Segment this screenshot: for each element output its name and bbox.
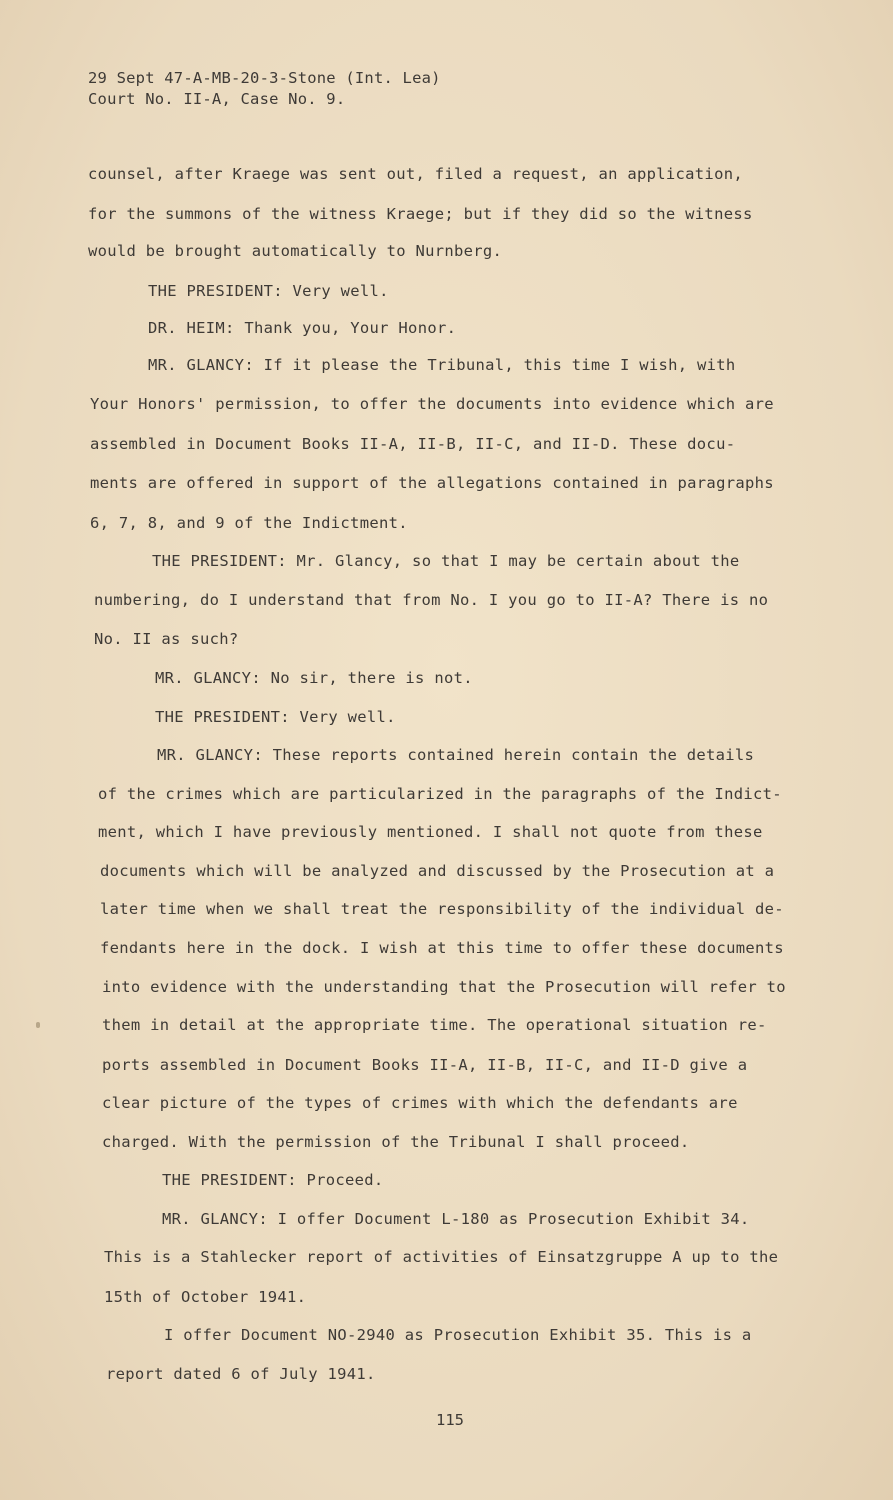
text-line: THE PRESIDENT: Very well. [148, 282, 389, 300]
text-line: MR. GLANCY: These reports contained herein contain the details [157, 746, 755, 764]
text-line: This is a Stahlecker report of activities of Einsatzgruppe A up to the [104, 1248, 779, 1266]
text-line: documents which will be analyzed and discussed by the Prosecution at a [100, 862, 775, 880]
text-line: of the crimes which are particularized in the paragraphs of the Indict- [98, 785, 782, 803]
text-line: ment, which I have previously mentioned. I shall not quote from these [98, 823, 763, 841]
text-line: MR. GLANCY: I offer Document L-180 as Prosecution Exhibit 34. [162, 1210, 750, 1228]
text-line: for the summons of the witness Kraege; but if they did so the witness [88, 205, 753, 223]
text-line: DR. HEIM: Thank you, Your Honor. [148, 319, 457, 337]
text-line: report dated 6 of July 1941. [106, 1365, 376, 1383]
text-line: No. II as such? [94, 630, 239, 648]
document-header [88, 68, 441, 110]
text-line: 15th of October 1941. [104, 1288, 307, 1306]
text-line: into evidence with the understanding that the Prosecution will refer to [102, 978, 786, 996]
text-line: MR. GLANCY: If it please the Tribunal, this time I wish, with [148, 356, 736, 374]
text-line: THE PRESIDENT: Very well. [155, 708, 396, 726]
text-line: later time when we shall treat the responsibility of the individual de- [100, 900, 784, 918]
text-line: them in detail at the appropriate time. The operational situation re- [102, 1016, 767, 1034]
text-line: THE PRESIDENT: Proceed. [162, 1171, 384, 1189]
text-line: ments are offered in support of the allegations contained in paragraphs [90, 474, 774, 492]
text-line: assembled in Document Books II-A, II-B, II-C, and II-D. These docu- [90, 435, 736, 453]
header-line-1: 29 Sept 47-A-MB-20-3-Stone (Int. Lea) [88, 69, 441, 87]
text-line: numbering, do I understand that from No. I you go to II-A? There is no [94, 591, 769, 609]
text-line: THE PRESIDENT: Mr. Glancy, so that I may be certain about the [152, 552, 740, 570]
paper-speck [36, 1022, 40, 1028]
text-line: I offer Document NO-2940 as Prosecution Exhibit 35. This is a [164, 1326, 752, 1344]
text-line: would be brought automatically to Nurnberg. [88, 242, 503, 260]
page-number: 115 [436, 1411, 464, 1429]
text-line: counsel, after Kraege was sent out, filed a request, an application, [88, 165, 743, 183]
text-line: MR. GLANCY: No sir, there is not. [155, 669, 473, 687]
text-line: Your Honors' permission, to offer the documents into evidence which are [90, 395, 774, 413]
text-line: clear picture of the types of crimes with which the defendants are [102, 1094, 738, 1112]
text-line: fendants here in the dock. I wish at this time to offer these documents [100, 939, 784, 957]
header-line-2: Court No. II-A, Case No. 9. [88, 90, 346, 108]
text-line: charged. With the permission of the Tribunal I shall proceed. [102, 1133, 690, 1151]
text-line: ports assembled in Document Books II-A, II-B, II-C, and II-D give a [102, 1056, 748, 1074]
text-line: 6, 7, 8, and 9 of the Indictment. [90, 514, 408, 532]
